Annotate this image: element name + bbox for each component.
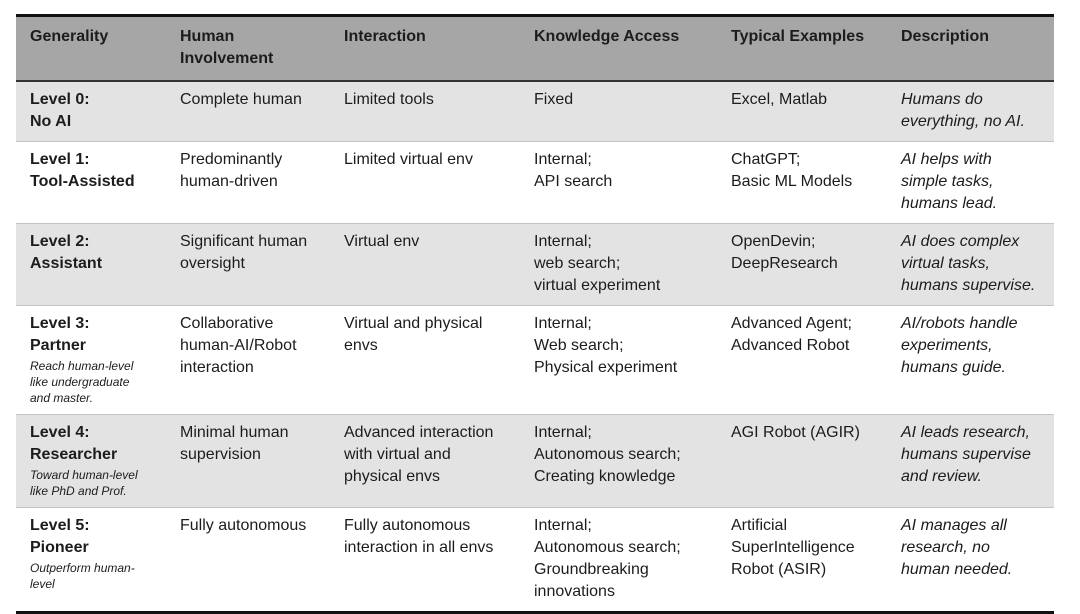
- typical-examples-cell: AGI Robot (AGIR): [717, 415, 887, 508]
- interaction-cell: Advanced interaction with virtual and physical envs: [330, 415, 520, 508]
- interaction-cell: Virtual env: [330, 224, 520, 306]
- description-cell: AI helps with simple tasks, humans lead.: [887, 142, 1054, 224]
- interaction-cell: Virtual and physical envs: [330, 306, 520, 415]
- typical-examples-cell: ChatGPT; Basic ML Models: [717, 142, 887, 224]
- human-involvement-cell: Minimal human supervision: [166, 415, 330, 508]
- header-typical-examples: Typical Examples: [717, 17, 887, 81]
- interaction-cell: Limited tools: [330, 81, 520, 142]
- level-title: Level 4: Researcher: [30, 424, 118, 463]
- level-title: Level 1: Tool-Assisted: [30, 151, 135, 190]
- human-involvement-cell: Fully autonomous: [166, 508, 330, 612]
- level-title: Level 2: Assistant: [30, 233, 103, 272]
- level-cell: [16, 306, 166, 415]
- header-description: Description: [887, 17, 1054, 81]
- typical-examples-cell: Excel, Matlab: [717, 81, 887, 142]
- human-involvement-cell: Significant human oversight: [166, 224, 330, 306]
- level-note: Reach human-level like undergraduate and master.: [30, 359, 134, 405]
- description-cell: AI/robots handle experiments, humans guide.: [887, 306, 1054, 415]
- header-knowledge-access: Knowledge Access: [520, 17, 717, 81]
- ai-levels-table: [16, 17, 1054, 611]
- table-row: [16, 415, 1054, 508]
- human-involvement-cell: Collaborative human-AI/Robot interaction: [166, 306, 330, 415]
- interaction-cell: Limited virtual env: [330, 142, 520, 224]
- description-cell: AI leads research, humans supervise and review.: [887, 415, 1054, 508]
- header-row: [16, 17, 1054, 81]
- knowledge-access-cell: Internal; Autonomous search; Groundbreaking innovations: [520, 508, 717, 612]
- header-generality: Generality: [16, 17, 166, 81]
- knowledge-access-cell: Internal; Web search; Physical experiment: [520, 306, 717, 415]
- human-involvement-cell: Complete human: [166, 81, 330, 142]
- knowledge-access-cell: Internal; Autonomous search; Creating knowledge: [520, 415, 717, 508]
- table-row: [16, 81, 1054, 142]
- header-human-involvement: Human Involvement: [166, 17, 330, 81]
- description-cell: Humans do everything, no AI.: [887, 81, 1054, 142]
- description-cell: AI manages all research, no human needed.: [887, 508, 1054, 612]
- header-interaction: Interaction: [330, 17, 520, 81]
- levels-table-container: [16, 14, 1054, 614]
- table-row: [16, 508, 1054, 612]
- level-cell: [16, 224, 166, 306]
- knowledge-access-cell: Fixed: [520, 81, 717, 142]
- typical-examples-cell: OpenDevin; DeepResearch: [717, 224, 887, 306]
- level-title: Level 0: No AI: [30, 91, 90, 130]
- interaction-cell: Fully autonomous interaction in all envs: [330, 508, 520, 612]
- level-title: Level 5: Pioneer: [30, 517, 90, 556]
- level-note: Outperform human- level: [30, 561, 135, 591]
- knowledge-access-cell: Internal; API search: [520, 142, 717, 224]
- human-involvement-cell: Predominantly human-driven: [166, 142, 330, 224]
- table-row: [16, 306, 1054, 415]
- description-cell: AI does complex virtual tasks, humans supervise.: [887, 224, 1054, 306]
- level-cell: [16, 81, 166, 142]
- level-title: Level 3: Partner: [30, 315, 90, 354]
- table-row: [16, 142, 1054, 224]
- level-cell: [16, 508, 166, 612]
- level-cell: [16, 415, 166, 508]
- table-row: [16, 224, 1054, 306]
- typical-examples-cell: Advanced Agent; Advanced Robot: [717, 306, 887, 415]
- level-cell: [16, 142, 166, 224]
- level-note: Toward human-level like PhD and Prof.: [30, 468, 138, 498]
- typical-examples-cell: Artificial SuperIntelligence Robot (ASIR): [717, 508, 887, 612]
- knowledge-access-cell: Internal; web search; virtual experiment: [520, 224, 717, 306]
